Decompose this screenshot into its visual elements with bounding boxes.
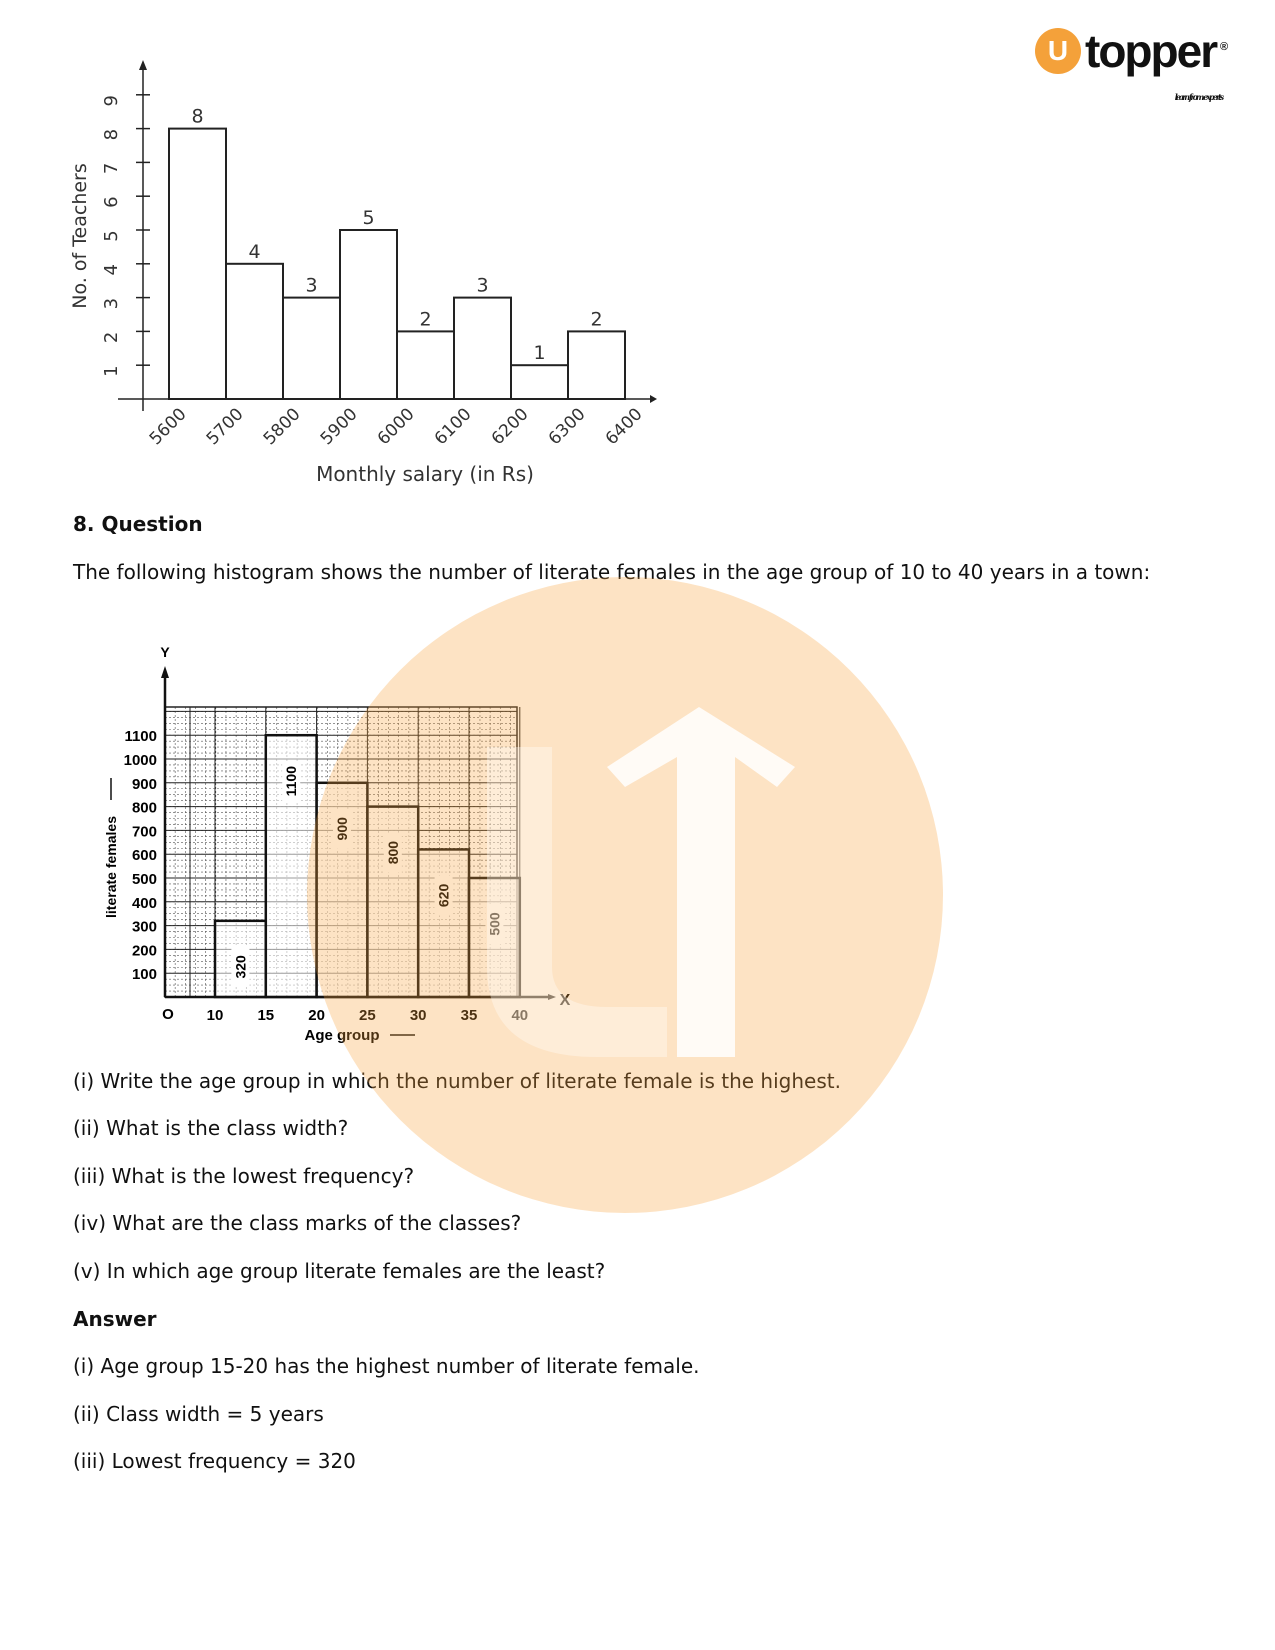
x-axis-letter: X xyxy=(559,992,571,1009)
origin-label: O xyxy=(162,1006,174,1023)
y-tick-label: 6 xyxy=(101,196,122,208)
y-tick-label: 1000 xyxy=(123,752,157,769)
y-tick-label: 1 xyxy=(101,365,122,377)
x-tick-label: 6100 xyxy=(430,404,476,450)
y-axis-letter: Y xyxy=(160,644,170,660)
x-tick-label: 5800 xyxy=(259,404,305,450)
sub-question-3: (iii) What is the lowest frequency? xyxy=(73,1164,415,1188)
histogram-bar xyxy=(511,365,568,399)
bar-value-label: 800 xyxy=(384,840,401,865)
sub-question-4: (iv) What are the class marks of the classes? xyxy=(73,1211,522,1235)
x-tick-label: 40 xyxy=(511,1007,529,1024)
logo-mark-icon: U xyxy=(1035,28,1081,74)
y-tick-label: 200 xyxy=(131,942,157,960)
sub-question-5: (v) In which age group literate females are the least? xyxy=(73,1259,606,1283)
histogram-bar xyxy=(454,298,511,399)
y-tick-label: 600 xyxy=(131,847,157,865)
registered-mark: ® xyxy=(1220,41,1227,53)
sub-question-1: (i) Write the age group in which the number of literate female is the highest. xyxy=(73,1069,841,1093)
x-axis-arrow-icon xyxy=(548,994,556,1000)
bar-value-label: 500 xyxy=(486,912,503,936)
answer-heading: Answer xyxy=(73,1307,157,1331)
x-axis-label: Age group xyxy=(304,1027,380,1044)
x-tick-label: 25 xyxy=(359,1007,376,1024)
y-tick-label: 100 xyxy=(131,966,157,984)
y-axis-arrow-icon xyxy=(139,60,147,70)
histogram-bar xyxy=(397,331,454,399)
histogram-bar xyxy=(418,849,469,997)
y-axis-arrow-icon xyxy=(161,666,169,678)
y-tick-label: 7 xyxy=(101,162,122,175)
y-tick-label: 900 xyxy=(131,775,157,793)
histogram-bar xyxy=(568,331,625,399)
bar-value-label: 8 xyxy=(191,105,204,128)
histogram-bar xyxy=(283,298,340,399)
brand-logo xyxy=(1035,25,1227,102)
histogram-bar xyxy=(226,264,283,399)
histogram-bar xyxy=(340,230,397,399)
x-tick-label: 6400 xyxy=(601,404,647,450)
x-tick-label: 20 xyxy=(308,1007,325,1024)
literate-females-histogram xyxy=(0,630,620,1050)
x-tick-label: 15 xyxy=(257,1007,275,1024)
answer-3: (iii) Lowest frequency = 320 xyxy=(73,1449,356,1473)
logo-wordmark xyxy=(1085,25,1227,102)
x-tick-label: 5900 xyxy=(316,404,362,450)
y-tick-label: 2 xyxy=(101,331,122,344)
question-text: The following histogram shows the number of literate females in the age group of 10 to 40 years in a town: xyxy=(73,560,1151,584)
sub-question-2: (ii) What is the class width? xyxy=(73,1116,349,1140)
bar-value-label: 900 xyxy=(334,817,350,841)
bar-value-label: 320 xyxy=(232,955,249,979)
y-axis-label: No. of Teachers xyxy=(69,163,91,309)
y-tick-label: 700 xyxy=(131,823,157,841)
bar-value-label: 620 xyxy=(435,883,452,908)
x-tick-label: 30 xyxy=(409,1007,427,1024)
answer-1: (i) Age group 15-20 has the highest number of literate female. xyxy=(73,1354,700,1378)
y-tick-label: 400 xyxy=(131,894,157,912)
x-axis-arrow-icon xyxy=(650,395,657,403)
x-axis-label: Monthly salary (in Rs) xyxy=(316,462,534,486)
bar-value-label: 3 xyxy=(476,274,489,297)
y-tick-label: 3 xyxy=(101,297,122,310)
y-tick-label: 9 xyxy=(101,95,122,107)
bar-value-label: 2 xyxy=(590,308,603,331)
teachers-histogram xyxy=(0,0,700,500)
bar-value-label: 2 xyxy=(419,308,432,331)
x-tick-label: 6000 xyxy=(373,404,419,450)
y-tick-label: 1100 xyxy=(124,728,157,746)
histogram-bar xyxy=(169,129,226,399)
x-tick-label: 10 xyxy=(206,1007,224,1024)
x-tick-label: 6300 xyxy=(544,404,590,450)
brand-name: topper xyxy=(1085,25,1217,77)
y-tick-label: 8 xyxy=(101,128,122,141)
bar-value-label: 1 xyxy=(533,342,546,365)
y-tick-label: 300 xyxy=(131,918,157,936)
y-tick-label: 5 xyxy=(101,230,122,242)
x-tick-label: 5600 xyxy=(145,404,191,450)
bar-value-label: 5 xyxy=(362,207,375,229)
question-heading: 8. Question xyxy=(73,512,203,536)
x-tick-label: 6200 xyxy=(487,404,533,450)
y-tick-label: 500 xyxy=(131,871,157,888)
x-tick-label: 35 xyxy=(460,1007,478,1024)
answer-2: (ii) Class width = 5 years xyxy=(73,1402,324,1426)
y-tick-label: 4 xyxy=(101,264,122,276)
y-tick-label: 800 xyxy=(131,799,157,817)
bar-value-label: 1100 xyxy=(283,766,300,797)
brand-tagline: learn from experts xyxy=(1174,92,1223,102)
bar-value-label: 4 xyxy=(248,240,261,263)
y-axis-label: literate females xyxy=(103,816,119,918)
x-tick-label: 5700 xyxy=(202,404,248,450)
bar-value-label: 3 xyxy=(305,274,318,297)
